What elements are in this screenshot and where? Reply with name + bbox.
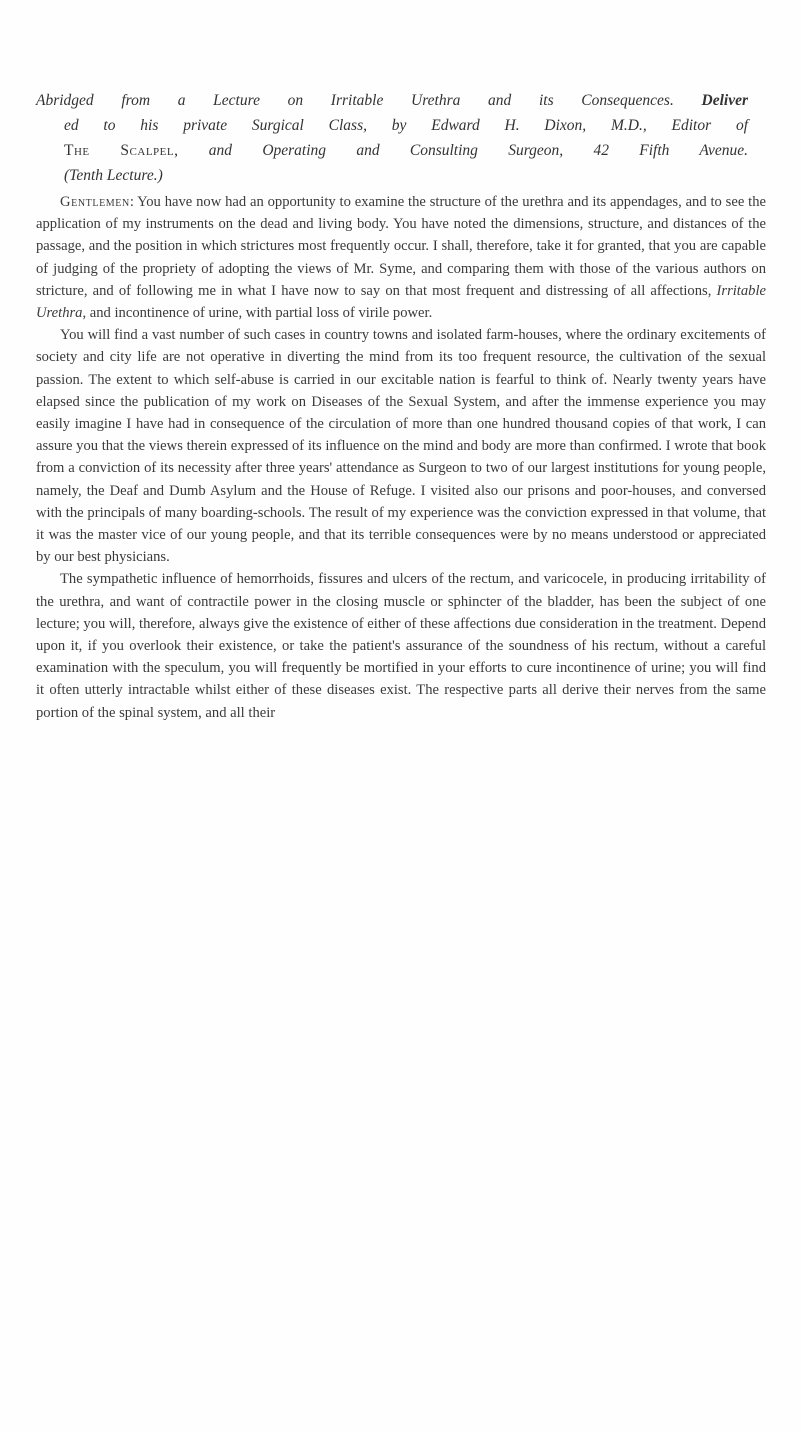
paragraph-1	[36, 191, 766, 324]
header-line-3	[36, 138, 748, 163]
header-line-1	[36, 88, 748, 113]
lecture-body	[36, 191, 766, 724]
paragraph-1-text: : You have now had an opportunity to examine the structure of the urethra and its appendages, and to see the application of my instruments on the dead and living body. You have noted the dimensions, structure, and distances of the passage, and the position in which strictures most frequently occur. I shall, therefore, take it for granted, that you are capable of judging of the propriety of adopting the views of Mr. Syme, and comparing them with those of the various authors on stricture, and of following me in what I have now to say on that most frequent and distressing of all affections,	[36, 194, 766, 299]
header-title: Abridged from a Lecture on Irritable Urethra and its Consequences.	[36, 92, 674, 109]
paragraph-3: The sympathetic influence of hemorrhoids, fissures and ulcers of the rectum, and varicocele, in producing irritability of the urethra, and want of contractile power in the closing muscle or sphincter of the bladder, has been the subject of one lecture; you will, therefore, always give the existence of either of these affections due consideration in the treatment. Depend upon it, if you overlook their existence, or take the patient's assurance of the soundness of his rectum, without a careful examination with the speculum, you will frequently be mortified in your efforts to cure incontinence of urine; you will find it often utterly intractable whilst either of these diseases exist. The respective parts all derive their nerves from the same portion of the spinal system, and all their	[36, 571, 766, 721]
header-title-continuation: Deliver	[701, 92, 749, 109]
lecture-header	[36, 88, 748, 188]
header-address: and Operating and Consulting Surgeon, 42 Fifth Avenue.	[208, 142, 749, 159]
lecture-number: (Tenth Lecture.)	[64, 167, 163, 184]
journal-name: The Scalpel,	[64, 142, 179, 159]
paragraph-1-text-end: , and incontinence of urine, with partial loss of virile power.	[82, 305, 433, 322]
emphasis-irritable-urethra: Irritable Urethra	[36, 282, 766, 322]
paragraph-2: You will find a vast number of such cases in country towns and isolated farm-houses, where the ordinary excitements of society and city life are not operative in diverting the mind from its too frequent resource, the cultivation of the sexual passion. The extent to which self-abuse is carried in our excitable nation is fearful to think of. Nearly twenty years have elapsed since the publication of my work on Diseases of the Sexual System, and after the immense experience you may easily imagine I have had in consequence of the circulation of more than one hundred thousand copies of that work, I can assure you that the views therein expressed of its influence on the mind and body are more than confirmed. I wrote that book from a conviction of its necessity after three years' attendance as Surgeon to two of our largest institutions for young people, namely, the Deaf and Dumb Asylum and the House of Refuge. I visited also our prisons and poor-houses, and conversed with the principals of many boarding-schools. The result of my experience was the conviction expressed in that volume, that it was the master vice of our young people, and that its terrible consequences were by no means understood or appreciated by our best physicians.	[36, 327, 766, 566]
header-line-2: ed to his private Surgical Class, by Edward H. Dixon, M.D., Editor of	[64, 117, 748, 134]
salutation: Gentlemen	[60, 194, 130, 210]
